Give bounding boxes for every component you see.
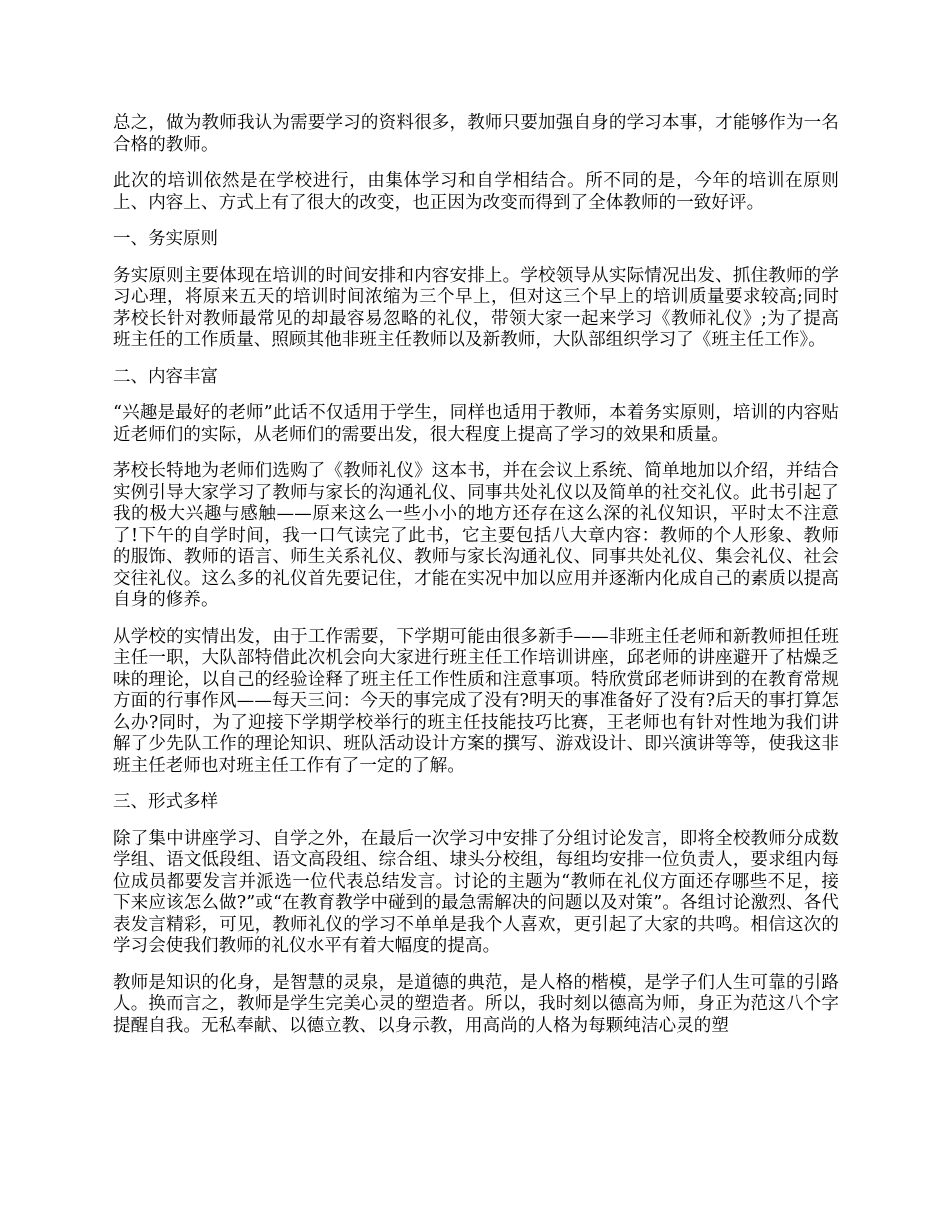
section-heading-rich-content: 二、内容丰富 [113,366,218,387]
document-page [113,113,839,1052]
section-heading-practical-principle: 一、务实原则 [113,229,218,249]
paragraph-class-teacher-training: 从学校的实情出发，由于工作需要，下学期可能由很多新手——非班主任老师和新教师担任班主任一职，大队部特借此次机会向大家进行班主任工作培训讲座，邱老师的讲座避开了枯燥乏味的理论，以自己的经验诠释了班主任工作性质和注意事项。特欣赏邱老师讲到的在教育常规方面的行事作风——每天三问：今天的事完成了没有?明天的事准备好了没有?后天的事打算怎么办?同时，为了迎接下学期学校举行的班主任技能技巧比赛，王老师也有针对性地为我们讲解了少先队工作的理论知识、班队活动设计方案的撰写、游戏设计、即兴演讲等等，使我这非班主任老师也对班主任工作有了一定的了解。 [113,626,839,776]
paragraph-practical-principle: 务实原则主要体现在培训的时间安排和内容安排上。学校领导从实际情况出发、抓住教师的学习心理，将原来五天的培训时间浓缩为三个早上，但对这三个早上的培训质量要求较高;同时茅校长针对教师最常见的却最容易忽略的礼仪，带领大家一起来学习《教师礼仪》;为了提高班主任的工作质量、照顾其他非班主任教师以及新教师，大队部组织学习了《班主任工作》。 [113,265,839,350]
paragraph-etiquette-book: 茅校长特地为老师们选购了《教师礼仪》这本书，并在会议上系统、简单地加以介绍，并结合实例引导大家学习了教师与家长的沟通礼仪、同事共处礼仪以及简单的社交礼仪。此书引起了我的极大兴趣与感触——原来这么一些小小的地方还存在这么深的礼仪知识，平时太不注意了!下午的自学时间，我一口气读完了此书，它主要包括八大章内容：教师的个人形象、教师的服饰、教师的语言、师生关系礼仪、教师与家长沟通礼仪、同事共处礼仪、集会礼仪、社会交往礼仪。这么多的礼仪首先要记住，才能在实况中加以应用并逐渐内化成自己的素质以提高自身的修养。 [113,461,839,610]
paragraph-interest-teacher: “兴趣是最好的老师”此话不仅适用于学生，同样也适用于教师，本着务实原则，培训的内容贴近老师们的实际，从老师们的需要出发，很大程度上提高了学习的效果和质量。 [113,403,839,445]
paragraph-training-intro: 此次的培训依然是在学校进行，由集体学习和自学相结合。所不同的是，今年的培训在原则上、内容上、方式上有了很大的改变，也正因为改变而得到了全体教师的一致好评。 [113,171,839,213]
paragraph-group-discussion: 除了集中讲座学习、自学之外，在最后一次学习中安排了分组讨论发言，即将全校教师分成数学组、语文低段组、语文高段组、综合组、埭头分校组，每组均安排一位负责人，要求组内每位成员都要发言并派选一位代表总结发言。讨论的主题为“教师在礼仪方面还存哪些不足，接下来应该怎么做?”或“在教育教学中碰到的最急需解决的问题以及对策”。各组讨论激烈、各代表发言精彩，可见，教师礼仪的学习不单单是我个人喜欢，更引起了大家的共鸣。相信这次的学习会使我们教师的礼仪水平有着大幅度的提高。 [113,828,839,956]
paragraph-teacher-role: 教师是知识的化身，是智慧的灵泉，是道德的典范，是人格的楷模，是学子们人生可靠的引路人。换而言之，教师是学生完美心灵的塑造者。所以，我时刻以德高为师，身正为范这八个字提醒自我。无私奉献、以德立教、以身示教，用高尚的人格为每颗纯洁心灵的塑 [113,972,839,1036]
section-heading-diverse-forms: 三、形式多样 [113,792,218,812]
paragraph-summary: 总之，做为教师我认为需要学习的资料很多，教师只要加强自身的学习本事，才能够作为一名合格的教师。 [113,113,839,155]
